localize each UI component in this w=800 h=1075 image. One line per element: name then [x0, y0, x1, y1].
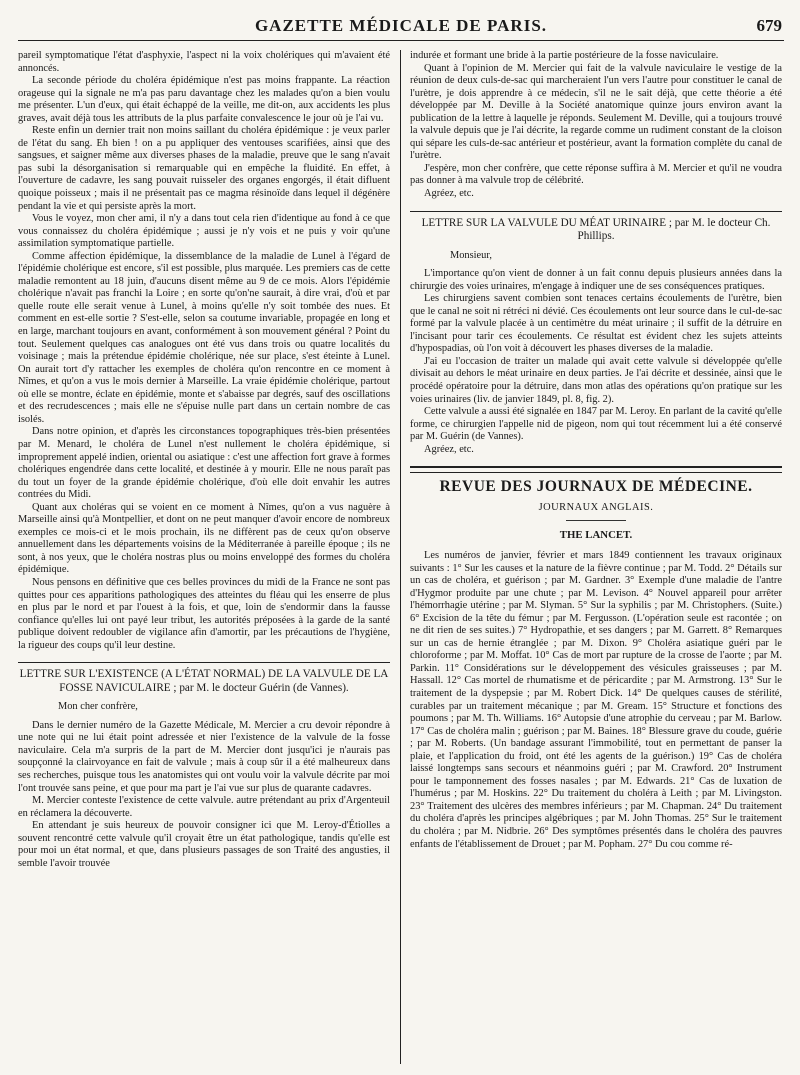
- letter-heading-guerin: LETTRE SUR L'EXISTENCE (A L'ÉTAT NORMAL) DE LA VALVULE DE LA FOSSE NAVICULAIRE ; par M. le docteur Guérin (de Vannes).: [18, 662, 390, 695]
- paragraph: indurée et formant une bride à la partie postérieure de la fosse naviculaire.: [410, 50, 719, 61]
- divider: [566, 520, 626, 521]
- lancet-heading: THE LANCET.: [559, 529, 633, 542]
- letter-heading-phillips: LETTRE SUR LA VALVULE DU MÉAT URINAIRE ; par M. le docteur Ch. Phillips.: [410, 211, 782, 244]
- newspaper-page: [18, 14, 784, 1064]
- left-column: [18, 50, 390, 1064]
- paragraph: Quant à l'opinion de M. Mercier qui fait de la valvule naviculaire le vestige de la réunion de deux culs-de-sac qui marcheraient l'un vers l'autre pour constituer le canal de l'urètre, je dois apprendre à ce médecin, s'il ne le sait déjà, que cette théorie a été développée par M. Deville à la Société anatomique quinze jours environ avant la publication de la lettre à laquelle je réponds. Seulement M. Deville, qui a toujours trouvé la valvule depuis que je l'ai décrite, la regarde comme un rudiment constant de la cloison qui sépare les culs-de-sac antérieur et postérieur, avant la formation complète du canal de l'urètre.: [410, 62, 782, 162]
- paragraph: La seconde période du choléra épidémique n'est pas moins frappante. La réaction orageuse qui la signale ne m'a pas paru davantage chez les malades qu'on a bien voulu me présenter. L'un d'eux, qui était échappé de la veille, me dit-on, aux accidents les plus graves, avait déjà tous les attributs de la plus parfaite convalescence le jour où je l'ai vu.: [18, 75, 390, 124]
- revue-title: REVUE DES JOURNAUX DE MÉDECINE.: [439, 478, 753, 496]
- right-column: [410, 50, 782, 1064]
- sign-off: Agréez, etc.: [424, 188, 474, 200]
- paragraph: Les chirurgiens savent combien sont tenaces certains écoulements de l'urètre, bien que le canal ne soit ni rétréci ni dévié. Ces écoulements ont leur source dans le cul-de-sac formé par la valvule placée à un centimètre du méat urinaire ; il suffit de la détruire en l'incisant pour tarir ces écoulements. Ce résultat est évident chez les sujets atteints d'hypospadias, où l'on voit à découvert les phases diverses de la maladie.: [410, 293, 782, 355]
- paragraph: Comme affection épidémique, la dissemblance de la maladie de Lunel à l'égard de l'épidémie cholérique est encore, s'il est possible, plus marquée. Les premiers cas de cette maladie remontent au 18 juin, d'aucuns disent même au 9 de ce mois. Alors l'épidémie cholérique n'avait pas franchi la Loire ; en sorte qu'on'ne saurait, à dire vrai, d'où et par quelle route elle serait venue à Lunel, à moins qu'elle n'y soit tombée des nues. Et comment en est-elle sortie ? S'est-elle, selon sa coutume invariable, propagée en long et en large, marchant toujours en avant, conformément à son mouvement général ? Point du tout. Seulement quelques cas analogues ont été vus dans trois ou quatre localités du voisinage ; mais la prétendue épidémie cholérique, née sur place, s'est éteinte à Lunel. On aurait tort d'y rattacher les exemples de choléra qu'on rencontre en ce moment à Nîmes, et qu'on a vus le mois dernier à Marseille. La vraie épidémie cholérique, partout où elle se montre, éclate en épidémie, monte et s'abaisse par degrés, sauf des oscillations et des recrudescences ; mais elle ne s'épuise nulle part dans un certain nombre de cas isolés.: [18, 250, 390, 425]
- column-divider: [400, 50, 401, 1064]
- page-header: [18, 14, 784, 41]
- paragraph: J'ai eu l'occasion de traiter un malade qui avait cette valvule si développée qu'elle divisait au dehors le méat urinaire en deux parties. Je l'ai décrite et dessinée, ainsi que le procédé opératoire pour la détruire, dans mon atlas des opérations qu'on pratique sur les voies urinaires (liv. de janvier 1849, pl. 8, fig. 2).: [410, 355, 782, 405]
- paragraph: Nous pensons en définitive que ces belles provinces du midi de la France ne sont pas quittes pour ces apparitions pathologiques des atteintes du fléau qui les enserre de plus en plus par le nord et par l'ouest à la fois, et que, loin de s'endormir dans la fausse confiance qu'elles lui ont payé leur tribut, les autorités préposées à la garde de la santé publique doivent redoubler de vigilance afin d'amortir, par les précautions de l'hygiène, la rigueur des coups qu'il leur destine.: [18, 576, 390, 651]
- columns: [18, 50, 784, 1064]
- section-rule: [410, 466, 782, 473]
- sign-off: Agréez, etc.: [424, 443, 474, 455]
- paragraph: Dans notre opinion, et d'après les circonstances topographiques très-bien présentées par M. Menard, le choléra de Lunel n'est nullement le choléra épidémique, si improprement appelé indien, oriental ou asiatique : c'est une affection fort grave à formes cholériques engendrée dans cette localité, et destinée à y mourir. Elle ne nous paraît pas du tout un foyer de la grande épidémie cholérique, d'où elle doit envahir les autres contrées du Midi.: [18, 426, 390, 501]
- paragraph: M. Mercier conteste l'existence de cette valvule. autre prétendant au prix d'Argenteuil en réclamera la découverte.: [18, 795, 390, 819]
- paragraph: Reste enfin un dernier trait non moins saillant du choléra épidémique : je veux parler de l'état du sang. Eh bien ! on a pu appliquer des ventouses scarifiées, ainsi que des sangsues, et saigner même aux diverses phases de la maladie, preuve que le sang n'avait pas subi la désorganisation si remarquable qui en empêche la fluidité. En effet, à l'ouverture de cadavre, les sang pouvait ruisseler des organes engorgés, il était difluent quoique poisseux ; mais il ne présentait pas ce magma résinoïde dans lequel il dégénère pendant la vie et qui persiste après la mort.: [18, 125, 390, 212]
- journaux-heading: JOURNAUX ANGLAIS.: [538, 501, 654, 513]
- salutation: Mon cher confrère,: [58, 701, 138, 713]
- paragraph: L'importance qu'on vient de donner à un fait connu depuis plusieurs années dans la chirurgie des voies urinaires, m'engage à indiquer une de ses conséquences pratiques.: [410, 268, 782, 292]
- paragraph: Les numéros de janvier, février et mars 1849 contiennent les travaux originaux suivants : 1° Sur les causes et la nature de la fièvre continue ; par M. Todd. 2° Détails sur un cas de choléra, et guérison ; par M. Gardner. 3° Exemple d'une maladie de l'antre d'Hygmor produite par une chute ; par M. Levison. 4° Nouvel appareil pour arrêter l'hémorrhagie utérine ; par M. Slyman. 5° Sur la syphilis ; par M. Christophers. (Suite.) 6° Excision de la tête du fémur ; par M. Fergusson. (L'opération seule est racontée ; on ne dit rien de ses suites.) 7° Hydropathie, et ses dangers ; par M. Garrett. 8° Remarques sur un cas de hernie étranglée ; par M. Dixon. 9° Choléra asiatique guéri par le chloroforme ; par M. Moffat. 10° Cas de mort par rupture de la crosse de l'aorte ; par M. Parkin. 11° Considérations sur le développement des vésicules graisseuses ; par M. Hassall. 12° Cas mortel de rhumatisme et de péricardite ; par M. Armstrong. 13° Sur le traitement de la dyspepsie ; par M. Robert Dick. 14° De quelques causes de stérilité, curables par un traitement mécanique ; par M. Gream. 15° Structure et fonctions des poumons ; par M. Th. Williams. 16° Autopsie d'une atrophie du cerveau ; par M. Barlow. 17° Cas de choléra malin ; guérison ; par M. Baines. 18° Blessure grave du coude, guérie ; par M. Roberts. (Un bandage assurant l'immobilité, tout en permettant de panser la plaie, et l'application du froid, ont été les agents de la guérison.) 19° Cas de choléra laissé longtemps sans secours et néanmoins guéri ; par M. Crawford. 20° Instrument pour le tamponnement des fosses nasales ; par M. Edwards. 21° Cas de luxation de l'humérus ; par M. Hoskins. 22° Du traitement du choléra à Leith ; par M. Livingston. 23° Traitement des ulcères des membres inférieurs ; par M. Chapman. 24° Du traitement du choléra d'après les principes algébriques ; par M. John Thomas. 25° Sur le traitement du choléra ; par M. Nidbrie. 26° Des symptômes présentés dans le choléra des pauvres enfants de l'établissement de Drouet ; par M. Popham. 27° Du cou comme ré-: [410, 549, 782, 850]
- paragraph: J'espère, mon cher confrère, que cette réponse suffira à M. Mercier et qu'il ne voudra pas donner à ma valvule trop de célébrité.: [410, 162, 782, 187]
- paragraph: Vous le voyez, mon cher ami, il n'y a dans tout cela rien d'identique au fond à ce que vous connaissez du choléra épidémique ; aussi je n'y vois et ne puis y voir qu'une assimilation symptomatique partielle.: [18, 213, 390, 250]
- page-number: 679: [756, 16, 782, 35]
- salutation: Monsieur,: [450, 249, 493, 261]
- paragraph: Quant aux choléras qui se voient en ce moment à Nîmes, qu'on a vus naguère à Marseille ainsi qu'à Montpellier, et dont on ne peut manquer d'avoir encore de nombreux exemples ce mois-ci et le mois prochain, ils ne diffèrent pas de ceux qu'on observe annuellement dans les départements voisins de la Méditerranée à pareille époque ; ils ne sont, à nos yeux, que le choléra nostras plus ou moins enveloppé des formes du choléra épidémique.: [18, 501, 390, 576]
- paragraph: Dans le dernier numéro de la Gazette Médicale, M. Mercier a cru devoir répondre à une note qui ne lui était point adressée et nier l'existence de la valvule de la fosse naviculaire. Cela m'a surpris de la part de M. Mercier dont jusqu'ici je n'aurais pas soupçonné la clairvoyance en fait de valvule ; mais à coup sûr il a été malheureux dans ses recherches, puisque tous les anatomistes qui ont voulu voir la valvule décrite par moi l'ont trouvée sans peine, et que pour ma part je l'ai vue sur plus de quarante cadavres.: [18, 719, 390, 794]
- journal-title: GAZETTE MÉDICALE DE PARIS.: [254, 16, 548, 35]
- paragraph: Cette valvule a aussi été signalée en 1847 par M. Leroy. En parlant de la cavité qu'elle forme, ce chirurgien l'appelle nid de pigeon, nom qui tout récemment lui a été conservé par M. Guérin (de Vannes).: [410, 406, 782, 443]
- paragraph: En attendant je suis heureux de pouvoir consigner ici que M. Leroy-d'Étiolles a souvent rencontré cette valvule qu'il croyait être un état pathologique, tandis qu'elle est pour moi un état normal, et que, dans plusieurs passages de son Traité des angusties, il semble l'avoir trouvée: [18, 820, 390, 869]
- paragraph: pareil symptomatique l'état d'asphyxie, l'aspect ni la voix cholériques qui m'avaient été annoncés.: [18, 50, 390, 74]
